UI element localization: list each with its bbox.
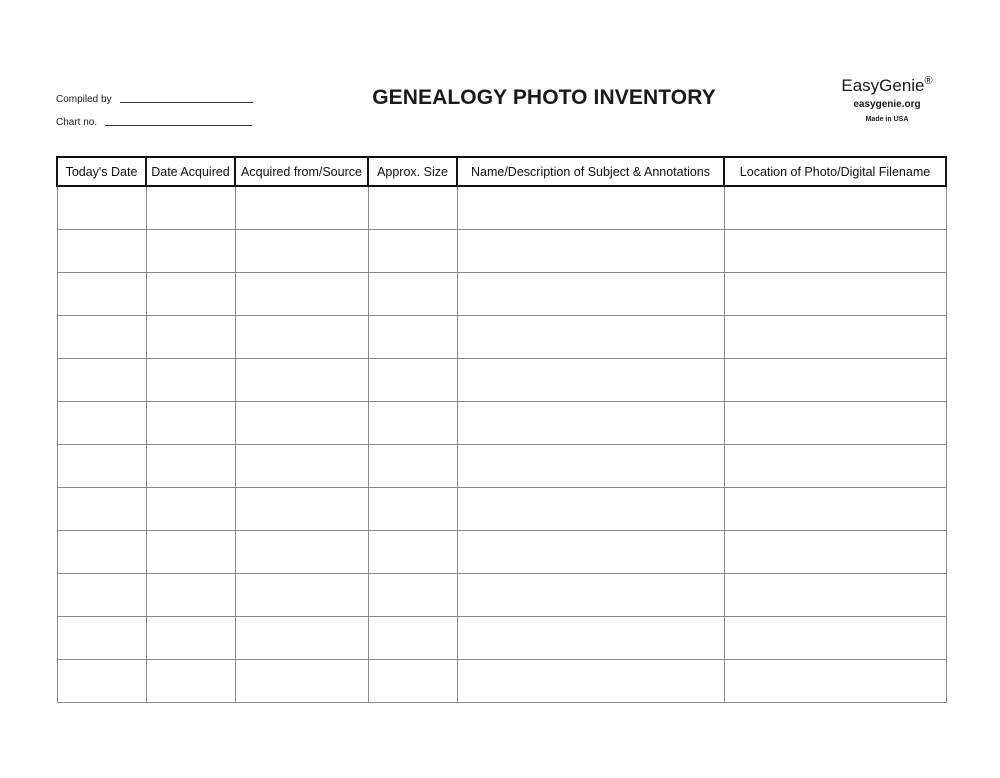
- table-cell[interactable]: [235, 531, 368, 574]
- table-cell[interactable]: [368, 316, 457, 359]
- chart-no-field: [56, 117, 252, 128]
- table-cell[interactable]: [57, 617, 146, 660]
- table-cell[interactable]: [457, 186, 724, 230]
- table-cell[interactable]: [57, 273, 146, 316]
- table-row: [57, 316, 946, 359]
- table-cell[interactable]: [457, 402, 724, 445]
- table-cell[interactable]: [724, 445, 946, 488]
- table-cell[interactable]: [724, 531, 946, 574]
- table-cell[interactable]: [724, 273, 946, 316]
- table-cell[interactable]: [57, 574, 146, 617]
- table-row: [57, 488, 946, 531]
- table-cell[interactable]: [146, 273, 235, 316]
- table-row: [57, 186, 946, 230]
- table-cell[interactable]: [724, 488, 946, 531]
- table-cell[interactable]: [146, 186, 235, 230]
- table-cell[interactable]: [57, 359, 146, 402]
- table-row: [57, 531, 946, 574]
- table-cell[interactable]: [368, 617, 457, 660]
- table-cell[interactable]: [368, 273, 457, 316]
- table-row: [57, 574, 946, 617]
- table-cell[interactable]: [724, 316, 946, 359]
- inventory-table: [56, 156, 947, 703]
- table-cell[interactable]: [235, 445, 368, 488]
- table-cell[interactable]: [146, 359, 235, 402]
- table-cell[interactable]: [368, 574, 457, 617]
- table-cell[interactable]: [457, 359, 724, 402]
- table-row: [57, 660, 946, 703]
- table-cell[interactable]: [724, 574, 946, 617]
- column-header-todays-date: Today's Date: [57, 157, 146, 186]
- table-cell[interactable]: [724, 402, 946, 445]
- table-cell[interactable]: [57, 402, 146, 445]
- column-header-date-acquired: Date Acquired: [146, 157, 235, 186]
- brand-name-text: EasyGenie: [841, 76, 925, 95]
- table-cell[interactable]: [57, 316, 146, 359]
- table-cell[interactable]: [368, 488, 457, 531]
- table-cell[interactable]: [57, 488, 146, 531]
- table-row: [57, 402, 946, 445]
- registered-mark: ®: [924, 75, 933, 87]
- table-cell[interactable]: [235, 660, 368, 703]
- table-cell[interactable]: [457, 488, 724, 531]
- table-cell[interactable]: [724, 230, 946, 273]
- table-cell[interactable]: [457, 316, 724, 359]
- page-title: GENEALOGY PHOTO INVENTORY: [372, 86, 716, 109]
- column-header-location-filename: Location of Photo/Digital Filename: [724, 157, 946, 186]
- table-cell[interactable]: [368, 531, 457, 574]
- table-cell[interactable]: [146, 617, 235, 660]
- table-cell[interactable]: [57, 531, 146, 574]
- chart-no-input-line[interactable]: [105, 124, 252, 126]
- table-cell[interactable]: [146, 660, 235, 703]
- table-cell[interactable]: [146, 531, 235, 574]
- table-cell[interactable]: [457, 660, 724, 703]
- table-cell[interactable]: [146, 230, 235, 273]
- table-cell[interactable]: [235, 617, 368, 660]
- table-row: [57, 230, 946, 273]
- table-cell[interactable]: [368, 445, 457, 488]
- brand-block: [826, 76, 948, 123]
- compiled-by-label: Compiled by: [56, 94, 112, 105]
- table-cell[interactable]: [57, 445, 146, 488]
- table-cell[interactable]: [57, 660, 146, 703]
- chart-no-label: Chart no.: [56, 117, 98, 128]
- table-cell[interactable]: [146, 402, 235, 445]
- table-cell[interactable]: [57, 186, 146, 230]
- table-cell[interactable]: [457, 574, 724, 617]
- column-header-name-description: Name/Description of Subject & Annotations: [457, 157, 724, 186]
- table-cell[interactable]: [724, 660, 946, 703]
- table-cell[interactable]: [235, 574, 368, 617]
- table-cell[interactable]: [235, 230, 368, 273]
- table-row: [57, 273, 946, 316]
- table-cell[interactable]: [235, 186, 368, 230]
- table-cell[interactable]: [457, 445, 724, 488]
- table-cell[interactable]: [146, 488, 235, 531]
- column-header-acquired-from-source: Acquired from/Source: [235, 157, 368, 186]
- table-cell[interactable]: [724, 186, 946, 230]
- table-cell[interactable]: [57, 230, 146, 273]
- made-in-label: Made in USA: [865, 116, 909, 123]
- table-cell[interactable]: [235, 273, 368, 316]
- column-header-approx-size: Approx. Size: [368, 157, 457, 186]
- table-cell[interactable]: [724, 617, 946, 660]
- table-cell[interactable]: [235, 316, 368, 359]
- table-cell[interactable]: [457, 617, 724, 660]
- table-row: [57, 617, 946, 660]
- table-cell[interactable]: [235, 488, 368, 531]
- table-cell[interactable]: [146, 316, 235, 359]
- table-cell[interactable]: [457, 273, 724, 316]
- table-cell[interactable]: [146, 445, 235, 488]
- table-cell[interactable]: [457, 531, 724, 574]
- table-cell[interactable]: [724, 359, 946, 402]
- table-row: [57, 359, 946, 402]
- table-cell[interactable]: [235, 359, 368, 402]
- inventory-table-body: [57, 186, 946, 703]
- table-cell[interactable]: [146, 574, 235, 617]
- table-cell[interactable]: [368, 402, 457, 445]
- table-cell[interactable]: [368, 359, 457, 402]
- table-cell[interactable]: [368, 660, 457, 703]
- table-cell[interactable]: [457, 230, 724, 273]
- table-cell[interactable]: [368, 186, 457, 230]
- brand-name: [826, 76, 948, 96]
- brand-url: easygenie.org: [853, 99, 921, 110]
- table-cell[interactable]: [368, 230, 457, 273]
- table-cell[interactable]: [235, 402, 368, 445]
- table-row: [57, 445, 946, 488]
- table-header-row: [57, 157, 946, 186]
